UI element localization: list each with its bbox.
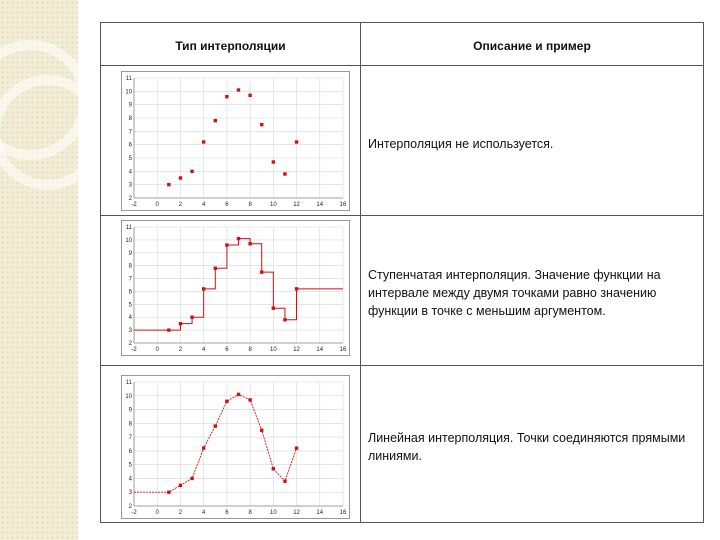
data-point: [167, 328, 170, 331]
x-tick-label: 10: [269, 202, 277, 208]
x-tick-label: 16: [339, 347, 347, 353]
chart-svg: [122, 221, 349, 355]
y-tick-label: 11: [125, 380, 132, 386]
y-tick-label: 9: [128, 102, 132, 109]
data-point: [179, 484, 182, 487]
data-point: [295, 446, 298, 449]
x-tick-label: 4: [201, 202, 206, 208]
y-tick-label: 2: [128, 196, 132, 202]
y-tick-label: 4: [128, 476, 132, 483]
x-tick-label: 0: [155, 202, 159, 208]
y-tick-label: 10: [125, 393, 132, 400]
chart-no-interpolation: [121, 71, 350, 211]
data-point: [202, 446, 205, 449]
y-tick-label: 11: [125, 225, 132, 231]
row-divider: [101, 65, 703, 66]
x-tick-label: 12: [293, 510, 300, 516]
x-tick-label: 12: [293, 347, 300, 353]
y-tick-label: 6: [128, 289, 132, 296]
data-point: [167, 491, 170, 494]
data-point: [295, 140, 298, 143]
description-step-interpolation: Ступенчатая интерполяция. Значение функции на интервале между двумя точками равно значению функции в точке с меньшим аргументом.: [368, 268, 661, 318]
y-tick-label: 4: [128, 315, 132, 322]
data-point: [237, 237, 240, 240]
decorative-side-pattern: [0, 0, 78, 540]
data-point: [214, 267, 217, 270]
y-tick-label: 7: [128, 435, 132, 442]
interpolation-table: [100, 22, 704, 523]
y-tick-label: 2: [128, 504, 132, 510]
description-no-interpolation: Интерполяция не используется.: [368, 137, 554, 151]
data-point: [283, 318, 286, 321]
data-point: [202, 140, 205, 143]
x-tick-label: 0: [155, 347, 159, 353]
x-tick-label: 2: [178, 510, 183, 516]
column-divider: [360, 23, 361, 522]
data-point: [260, 123, 263, 126]
data-point: [190, 477, 193, 480]
x-tick-label: 6: [225, 347, 229, 353]
x-tick-label: 4: [201, 510, 206, 516]
y-tick-label: 8: [128, 263, 132, 270]
data-point: [202, 287, 205, 290]
x-tick-label: 2: [178, 202, 183, 208]
x-tick-label: 10: [269, 347, 277, 353]
description-linear-interpolation: Линейная интерполяция. Точки соединяются прямыми линиями.: [368, 431, 686, 463]
header-interpolation-type: Тип интерполяции: [175, 39, 286, 53]
y-tick-label: 9: [128, 250, 132, 257]
row-divider: [101, 365, 703, 366]
y-tick-label: 4: [128, 169, 132, 176]
data-point: [225, 243, 228, 246]
data-point: [248, 398, 251, 401]
data-point: [214, 119, 217, 122]
data-point: [179, 322, 182, 325]
x-tick-label: 6: [225, 510, 229, 516]
data-point: [295, 287, 298, 290]
data-point: [272, 467, 275, 470]
y-tick-label: 3: [128, 182, 132, 189]
chart-svg: [122, 72, 349, 210]
x-tick-label: -2: [131, 510, 137, 516]
data-point: [190, 316, 193, 319]
x-tick-label: 0: [155, 510, 159, 516]
data-point: [179, 176, 182, 179]
y-tick-label: 2: [128, 341, 132, 347]
x-tick-label: 2: [178, 347, 183, 353]
data-point: [260, 429, 263, 432]
x-tick-label: 10: [269, 510, 277, 516]
y-tick-label: 9: [128, 407, 132, 414]
series-step-line: [134, 239, 343, 331]
x-tick-label: 8: [248, 202, 252, 208]
chart-step-interpolation: [121, 220, 350, 356]
x-tick-label: 16: [339, 510, 347, 516]
y-tick-label: 8: [128, 116, 132, 122]
data-point: [283, 480, 286, 483]
y-tick-label: 7: [128, 276, 132, 283]
chart-linear-interpolation: [121, 375, 350, 519]
y-tick-label: 10: [125, 89, 132, 96]
x-tick-label: 12: [293, 202, 300, 208]
data-point: [190, 170, 193, 173]
series-linear-line: [134, 394, 297, 492]
chart-svg: [122, 376, 349, 518]
y-tick-label: 5: [128, 462, 132, 469]
x-tick-label: 8: [248, 347, 252, 353]
y-tick-label: 7: [128, 129, 132, 136]
y-tick-label: 8: [128, 421, 132, 428]
x-tick-label: -2: [131, 202, 137, 208]
y-tick-label: 5: [128, 302, 132, 309]
row-divider: [101, 215, 703, 216]
y-tick-label: 6: [128, 142, 132, 149]
data-point: [237, 88, 240, 91]
x-tick-label: 14: [316, 510, 324, 516]
x-tick-label: 14: [316, 347, 324, 353]
data-point: [272, 160, 275, 163]
x-tick-label: 16: [339, 202, 347, 208]
y-tick-label: 3: [128, 490, 132, 497]
data-point: [283, 172, 286, 175]
y-tick-label: 10: [125, 237, 132, 244]
data-point: [237, 393, 240, 396]
x-tick-label: 14: [316, 202, 324, 208]
y-tick-label: 6: [128, 448, 132, 455]
data-point: [272, 307, 275, 310]
x-tick-label: -2: [131, 347, 137, 353]
data-point: [225, 95, 228, 98]
data-point: [248, 242, 251, 245]
x-tick-label: 4: [201, 347, 206, 353]
y-tick-label: 3: [128, 328, 132, 335]
decorative-ring: [0, 75, 78, 190]
data-point: [167, 183, 170, 186]
y-tick-label: 11: [125, 76, 132, 82]
data-point: [260, 270, 263, 273]
data-point: [214, 424, 217, 427]
header-description: Описание и пример: [473, 39, 591, 53]
data-point: [248, 94, 251, 97]
x-tick-label: 8: [248, 510, 252, 516]
y-tick-label: 5: [128, 156, 132, 162]
data-point: [225, 400, 228, 403]
x-tick-label: 6: [225, 202, 229, 208]
